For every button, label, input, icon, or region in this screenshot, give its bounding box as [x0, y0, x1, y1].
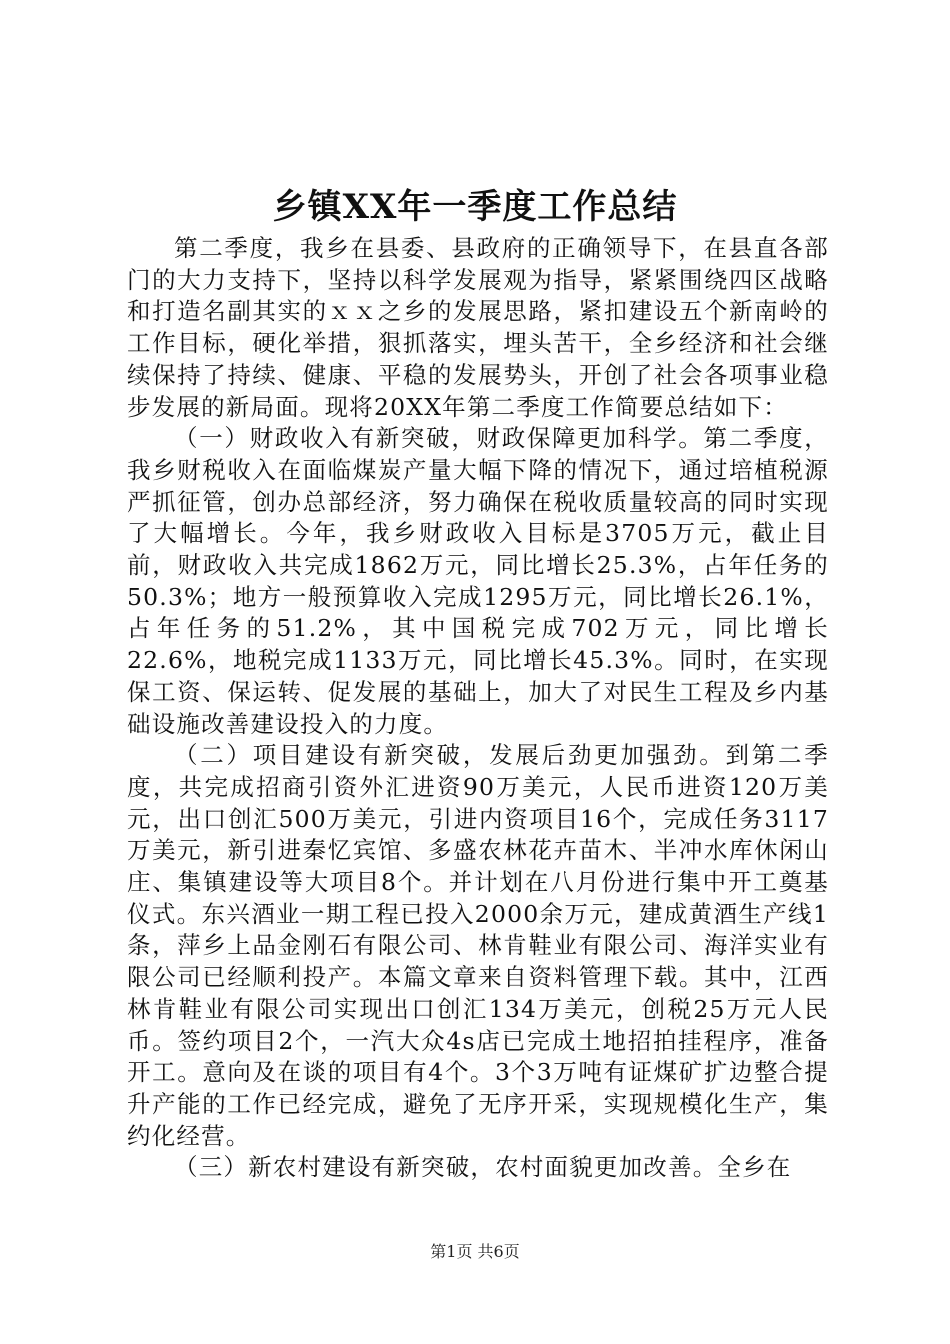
paragraph-finance: （一）财政收入有新突破，财政保障更加科学。第二季度，我乡财税收入在面临煤炭产量大幅下降的情况下，通过培植税源严抓征管，创办总部经济，努力确保在税收质量较高的同时实现了大幅增长。今年，我乡财政收入目标是3705万元，截止目前，财政收入共完成1862万元，同比增长25.3%，占年任务的50.3%；地方一般预算收入完成1295万元，同比增长26.1%，占年任务的51.2%，其中国税完成702万元，同比增长22.6%，地税完成1133万元，同比增长45.3%。同时，在实现保工资、保运转、促发展的基础上，加大了对民生工程及乡内基础设施改善建设投入的力度。 — [127, 424, 829, 738]
document-title: 乡镇XX年一季度工作总结 — [272, 187, 678, 227]
paragraph-intro: 第二季度，我乡在县委、县政府的正确领导下，在县直各部门的大力支持下，坚持以科学发展观为指导，紧紧围绕四区战略和打造名副其实的ｘｘ之乡的发展思路，紧扣建设五个新南岭的工作目标，硬化举措，狠抓落实，埋头苦干，全乡经济和社会继续保持了持续、健康、平稳的发展势头，开创了社会各项事业稳步发展的新局面。现将20XX年第二季度工作简要总结如下： — [127, 234, 829, 421]
document-body — [127, 233, 829, 1184]
page-number-footer: 第1页 共6页 — [430, 1242, 520, 1261]
paragraph-projects: （二）项目建设有新突破，发展后劲更加强劲。到第二季度，共完成招商引资外汇进资90万美元，人民币进资120万美元，出口创汇500万美元，引进内资项目16个，完成任务3117万美元，新引进秦忆宾馆、多盛农林花卉苗木、半冲水库休闲山庄、集镇建设等大项目8个。并计划在八月份进行集中开工奠基仪式。东兴酒业一期工程已投入2000余万元，建成黄酒生产线1条，萍乡上品金刚石有限公司、林肯鞋业有限公司、海洋实业有限公司已经顺利投产。本篇文章来自资料管理下载。其中，江西林肯鞋业有限公司实现出口创汇134万美元，创税25万元人民币。签约项目2个，一汽大众4s店已完成土地招拍挂程序，准备开工。意向及在谈的项目有4个。3个3万吨有证煤矿扩边整合提升产能的工作已经完成，避免了无序开采，实现规模化生产，集约化经营。 — [127, 741, 829, 1150]
paragraph-rural: （三）新农村建设有新突破，农村面貌更加改善。全乡在 — [174, 1153, 792, 1182]
